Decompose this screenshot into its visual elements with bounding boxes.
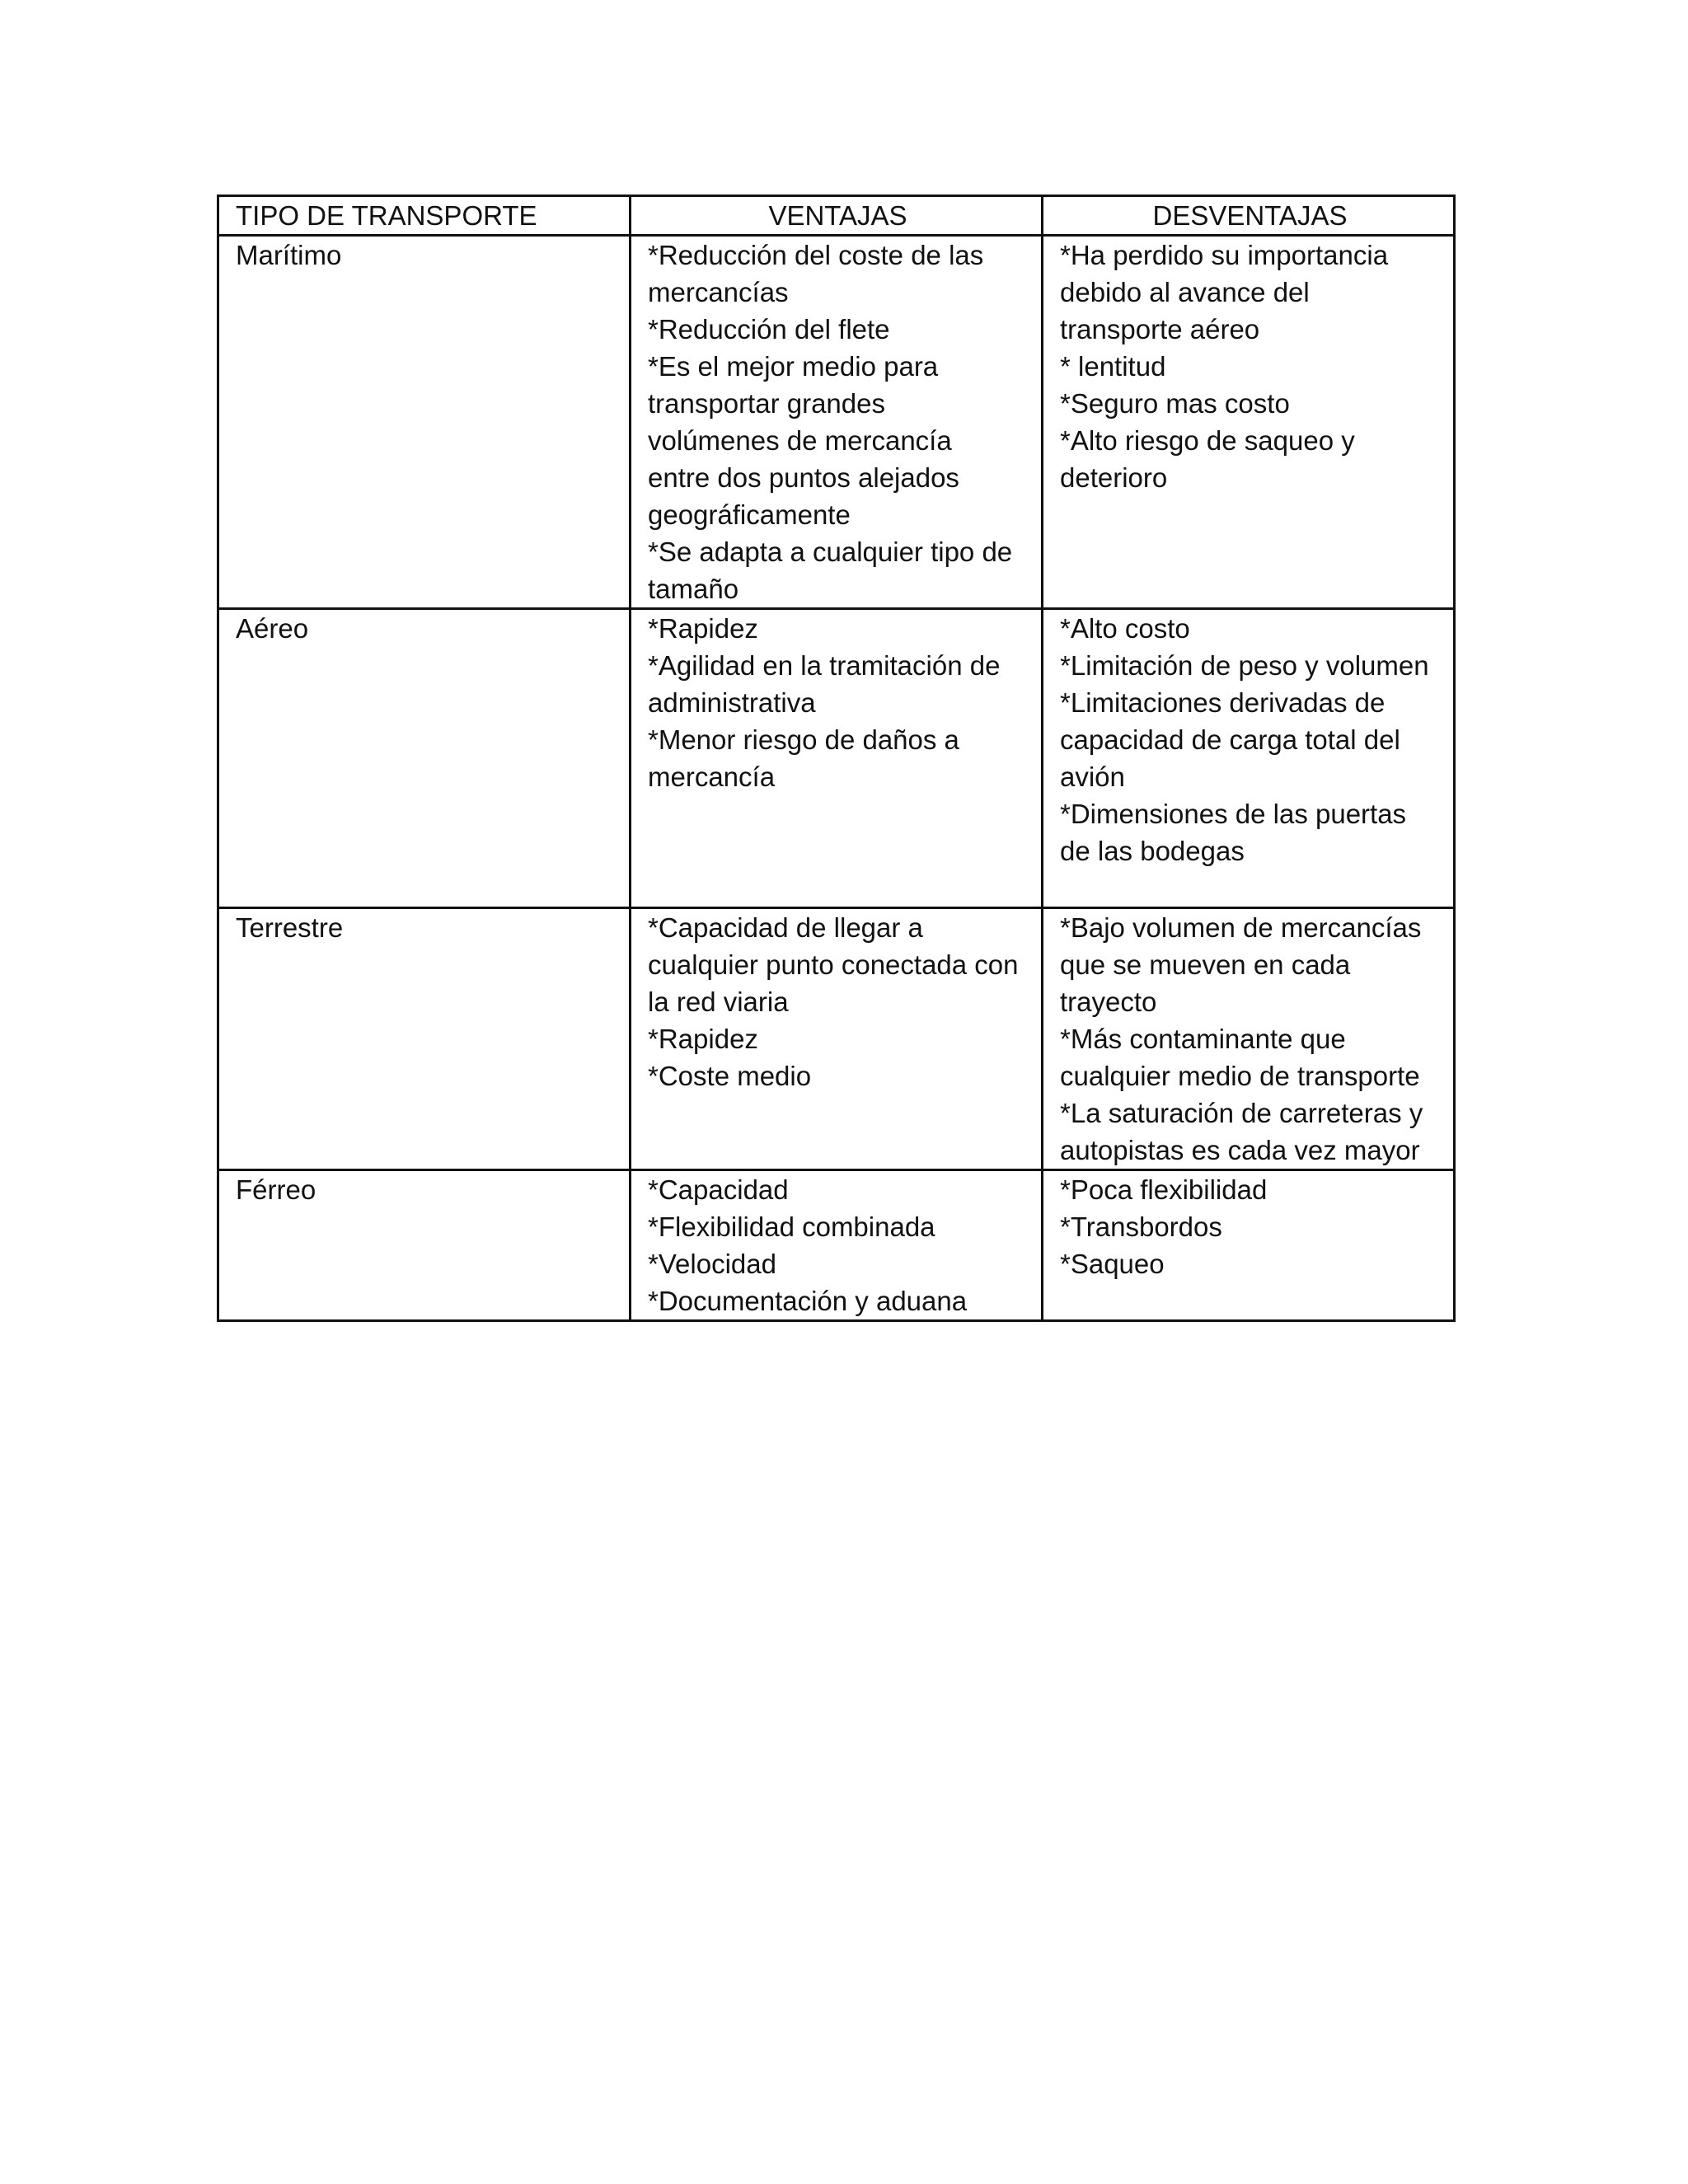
desventaja-line: *Limitaciones derivadas de [1060,687,1386,718]
cell-tipo-ferreo: Férreo [218,1170,631,1321]
ventaja-line: tamaño [648,574,739,604]
table-header-row [218,196,1455,236]
desventaja-line: autopistas es cada vez mayor [1060,1135,1420,1165]
ventaja-line: *Menor riesgo de daños a [648,724,959,755]
cell-desventajas-ferreo [1043,1170,1455,1321]
cell-ventajas-aereo [631,609,1043,908]
table-row-terrestre [218,908,1455,1170]
table-row-maritimo [218,236,1455,609]
header-ventajas: VENTAJAS [631,196,1043,236]
desventaja-line: que se mueven en cada [1060,949,1351,980]
cell-desventajas-aereo [1043,609,1455,908]
ventaja-line: *Flexibilidad combinada [648,1212,935,1242]
ventaja-line: *Capacidad [648,1174,789,1205]
ventaja-line: *Rapidez [648,1024,758,1054]
cell-tipo-maritimo: Marítimo [218,236,631,609]
ventaja-line: volúmenes de mercancía [648,425,952,456]
table-row-ferreo [218,1170,1455,1321]
cell-tipo-aereo: Aéreo [218,609,631,908]
ventaja-line: entre dos puntos alejados [648,462,959,493]
desventaja-line: *Ha perdido su importancia [1060,240,1389,270]
desventaja-line: avión [1060,762,1125,792]
ventaja-line: mercancía [648,762,776,792]
desventaja-line: *Transbordos [1060,1212,1222,1242]
ventaja-line: *Reducción del coste de las [648,240,984,270]
ventaja-line: *Rapidez [648,613,758,644]
header-desventajas: DESVENTAJAS [1043,196,1455,236]
desventaja-line: capacidad de carga total del [1060,724,1400,755]
ventaja-line: *Se adapta a cualquier tipo de [648,537,1013,567]
desventaja-line: *Bajo volumen de mercancías [1060,912,1422,943]
desventaja-line: *La saturación de carreteras y [1060,1098,1423,1128]
ventaja-line: la red viaria [648,987,789,1017]
ventaja-line: administrativa [648,687,816,718]
ventaja-line: *Documentación y aduana [648,1286,968,1316]
ventaja-line: cualquier punto conectada con [648,949,1019,980]
ventaja-line: *Reducción del flete [648,314,890,344]
ventaja-line: *Capacidad de llegar a [648,912,923,943]
table-row-aereo [218,609,1455,908]
desventaja-line: debido al avance del [1060,277,1310,307]
ventaja-line: transportar grandes [648,388,885,419]
desventaja-line: deterioro [1060,462,1168,493]
cell-ventajas-terrestre [631,908,1043,1170]
transport-comparison-table [217,194,1456,1322]
desventaja-line: cualquier medio de transporte [1060,1061,1420,1091]
desventaja-line: *Seguro mas costo [1060,388,1290,419]
desventaja-line: *Alto costo [1060,613,1190,644]
cell-ventajas-maritimo [631,236,1043,609]
cell-tipo-terrestre: Terrestre [218,908,631,1170]
ventaja-line: *Agilidad en la tramitación de [648,650,1001,681]
desventaja-line: *Poca flexibilidad [1060,1174,1268,1205]
cell-desventajas-maritimo [1043,236,1455,609]
header-tipo-transporte: TIPO DE TRANSPORTE [218,196,631,236]
desventaja-line: transporte aéreo [1060,314,1260,344]
desventaja-line: *Limitación de peso y volumen [1060,650,1429,681]
desventaja-line: * lentitud [1060,351,1166,382]
desventaja-line: trayecto [1060,987,1157,1017]
desventaja-line: *Más contaminante que [1060,1024,1346,1054]
ventaja-line: *Es el mejor medio para [648,351,939,382]
desventaja-line: *Alto riesgo de saqueo y [1060,425,1355,456]
ventaja-line: mercancías [648,277,789,307]
ventaja-line: *Coste medio [648,1061,812,1091]
ventaja-line: geográficamente [648,499,851,530]
ventaja-line: *Velocidad [648,1249,776,1279]
cell-desventajas-terrestre [1043,908,1455,1170]
desventaja-line: de las bodegas [1060,836,1245,866]
desventaja-line: *Dimensiones de las puertas [1060,799,1407,829]
cell-ventajas-ferreo [631,1170,1043,1321]
desventaja-line: *Saqueo [1060,1249,1165,1279]
